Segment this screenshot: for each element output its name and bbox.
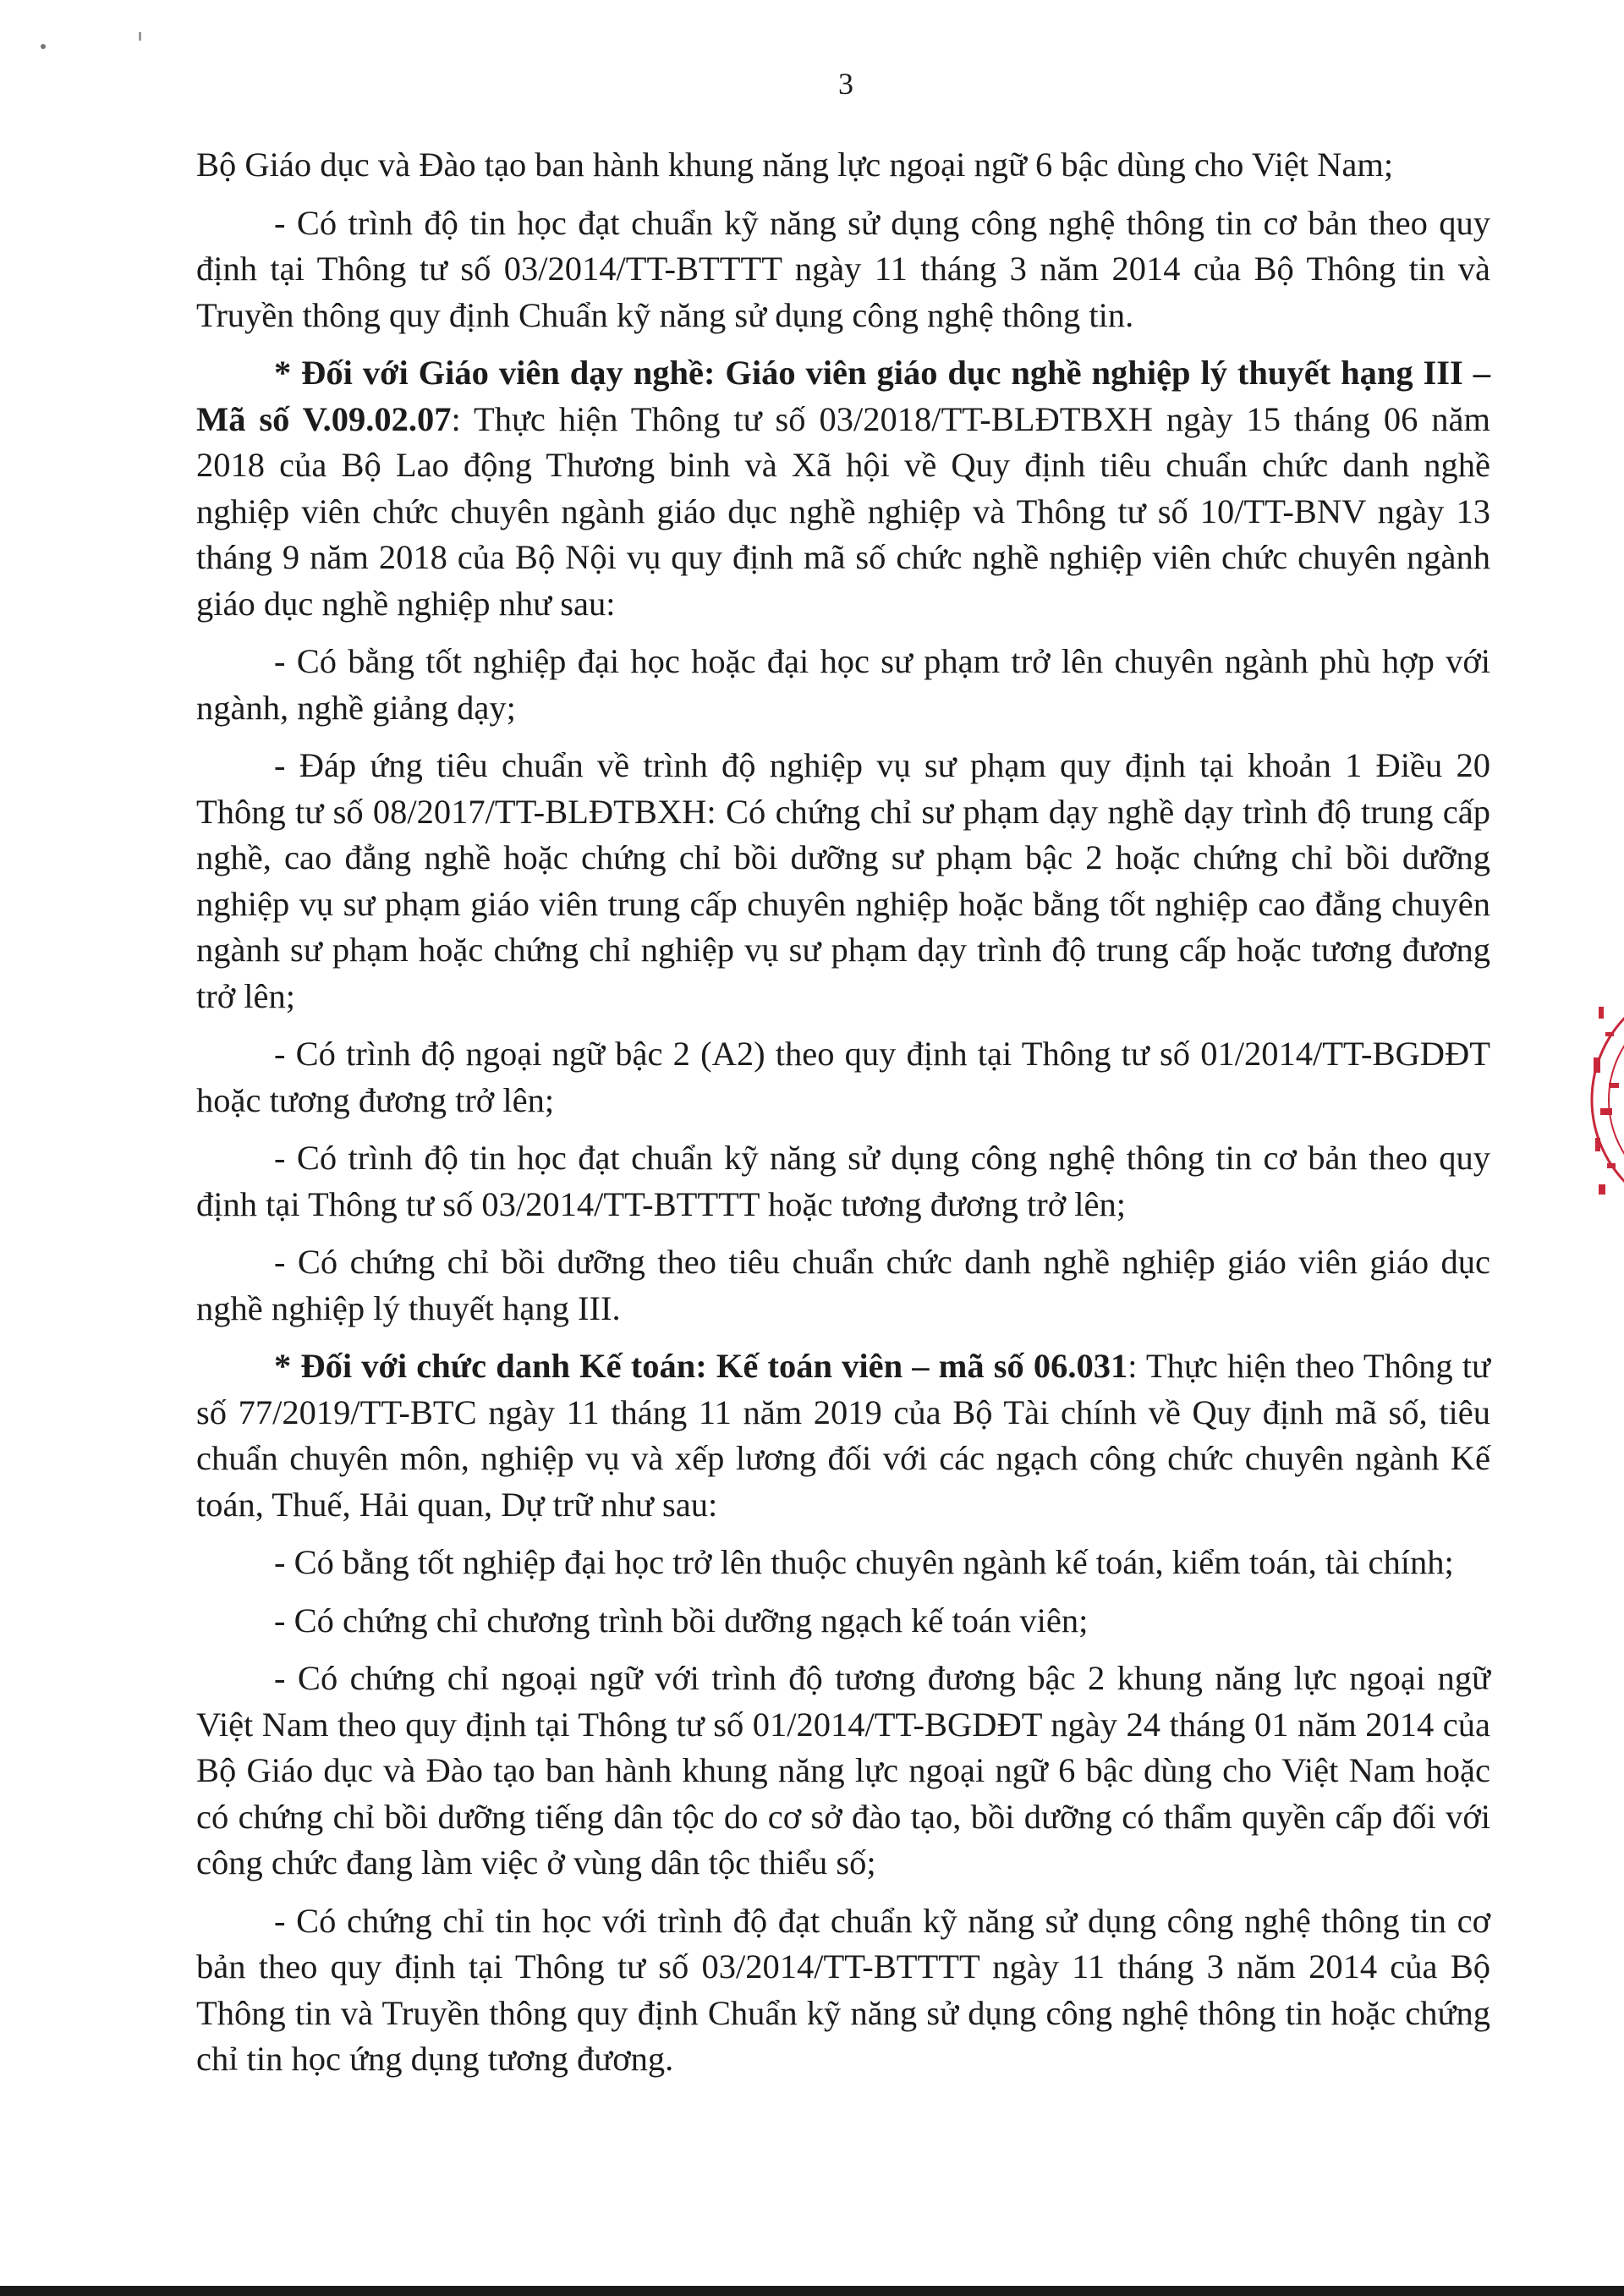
paragraph-text: - Có trình độ tin học đạt chuẩn kỹ năng sử dụng công nghệ thông tin cơ bản theo quy định tại Thông tư số 03/2014/TT-BTTTT hoặc tương đương trở lên;: [196, 1139, 1490, 1223]
paragraph-text: Bộ Giáo dục và Đào tạo ban hành khung năng lực ngoại ngữ 6 bậc dùng cho Việt Nam;: [196, 146, 1394, 184]
document-body: [196, 142, 1490, 2095]
scan-speck: [41, 44, 46, 49]
paragraph-text: - Có chứng chỉ tin học với trình độ đạt chuẩn kỹ năng sử dụng công nghệ thông tin cơ bản theo quy định tại Thông tư số 03/2014/TT-BTTTT ngày 11 tháng 3 năm 2014 của Bộ Thông tin và Truyền thông quy định Chuẩn kỹ năng sử dụng công nghệ thông tin hoặc chứng chỉ tin học ứng dụng tương đương.: [196, 1901, 1490, 2078]
section-heading: * Đối với Giáo viên dạy nghề: Giáo viên giáo dục nghề nghiệp lý thuyết hạng III – Mã số V.09.02.07: [196, 354, 1490, 438]
paragraph: [196, 1031, 1490, 1123]
paragraph-text: - Có bằng tốt nghiệp đại học trở lên thuộc chuyên ngành kế toán, kiểm toán, tài chính;: [274, 1543, 1454, 1581]
paragraph: [196, 1598, 1490, 1645]
paragraph: [196, 200, 1490, 339]
paragraph-text: - Có chứng chỉ bồi dưỡng theo tiêu chuẩn chức danh nghề nghiệp giáo viên giáo dục nghề nghiệp lý thuyết hạng III.: [196, 1243, 1490, 1327]
paragraph: [196, 1239, 1490, 1332]
paragraph: [196, 350, 1490, 627]
scan-bottom-edge: [0, 2286, 1624, 2296]
paragraph: [196, 1135, 1490, 1228]
section-heading: * Đối với chức danh Kế toán: Kế toán viên – mã số 06.031: [274, 1347, 1128, 1385]
paragraph: [196, 142, 1490, 189]
paragraph: [196, 1343, 1490, 1528]
page-number: 3: [838, 67, 853, 101]
paragraph-text: : Thực hiện theo Thông tư số 77/2019/TT-BTC ngày 11 tháng 11 năm 2019 của Bộ Tài chính về Quy định mã số, tiêu chuẩn chuyên môn, nghiệp vụ và xếp lương đối với các ngạch công chức chuyên ngành Kế toán, Thuế, Hải quan, Dự trữ như sau:: [196, 1347, 1490, 1524]
paragraph: [196, 1898, 1490, 2083]
paragraph-text: - Đáp ứng tiêu chuẩn về trình độ nghiệp vụ sư phạm quy định tại khoản 1 Điều 20 Thông tư số 08/2017/TT-BLĐTBXH: Có chứng chỉ sư phạm dạy nghề dạy trình độ trung cấp nghề, cao đẳng nghề hoặc chứng chỉ bồi dưỡng sư phạm bậc 2 hoặc chứng chỉ bồi dưỡng nghiệp vụ sư phạm giáo viên trung cấp chuyên nghiệp hoặc bằng tốt nghiệp cao đẳng chuyên ngành sư phạm hoặc chứng chỉ nghiệp vụ sư phạm dạy trình độ trung cấp hoặc tương đương trở lên;: [196, 746, 1490, 1015]
paragraph-text: - Có chứng chỉ ngoại ngữ với trình độ tương đương bậc 2 khung năng lực ngoại ngữ Việt Nam theo quy định tại Thông tư số 01/2014/TT-BGDĐT ngày 24 tháng 01 năm 2014 của Bộ Giáo dục và Đào tạo ban hành khung năng lực ngoại ngữ 6 bậc dùng cho Việt Nam hoặc có chứng chỉ bồi dưỡng tiếng dân tộc do cơ sở đào tạo, bồi dưỡng có thẩm quyền cấp đối với công chức đang làm việc ở vùng dân tộc thiểu số;: [196, 1659, 1490, 1881]
paragraph-text: - Có trình độ ngoại ngữ bậc 2 (A2) theo quy định tại Thông tư số 01/2014/TT-BGDĐT hoặc tương đương trở lên;: [196, 1035, 1490, 1119]
paragraph: [196, 639, 1490, 731]
red-seal-stamp: [1583, 973, 1624, 1227]
paragraph-text: : Thực hiện Thông tư số 03/2018/TT-BLĐTBXH ngày 15 tháng 06 năm 2018 của Bộ Lao động Thương binh và Xã hội về Quy định tiêu chuẩn chức danh nghề nghiệp viên chức chuyên ngành giáo dục nghề nghiệp và Thông tư số 10/TT-BNV ngày 13 tháng 9 năm 2018 của Bộ Nội vụ quy định mã số chức nghề nghiệp viên chức chuyên ngành giáo dục nghề nghiệp như sau:: [196, 399, 1490, 623]
paragraph-text: - Có chứng chỉ chương trình bồi dưỡng ngạch kế toán viên;: [274, 1601, 1089, 1640]
scan-speck: [139, 32, 141, 41]
paragraph-text: - Có trình độ tin học đạt chuẩn kỹ năng sử dụng công nghệ thông tin cơ bản theo quy định tại Thông tư số 03/2014/TT-BTTTT ngày 11 tháng 3 năm 2014 của Bộ Thông tin và Truyền thông quy định Chuẩn kỹ năng sử dụng công nghệ thông tin.: [196, 203, 1490, 334]
paragraph: [196, 1656, 1490, 1887]
paragraph-text: - Có bằng tốt nghiệp đại học hoặc đại học sư phạm trở lên chuyên ngành phù hợp với ngành, nghề giảng dạy;: [196, 642, 1490, 727]
paragraph: [196, 743, 1490, 1019]
paragraph: [196, 1540, 1490, 1586]
